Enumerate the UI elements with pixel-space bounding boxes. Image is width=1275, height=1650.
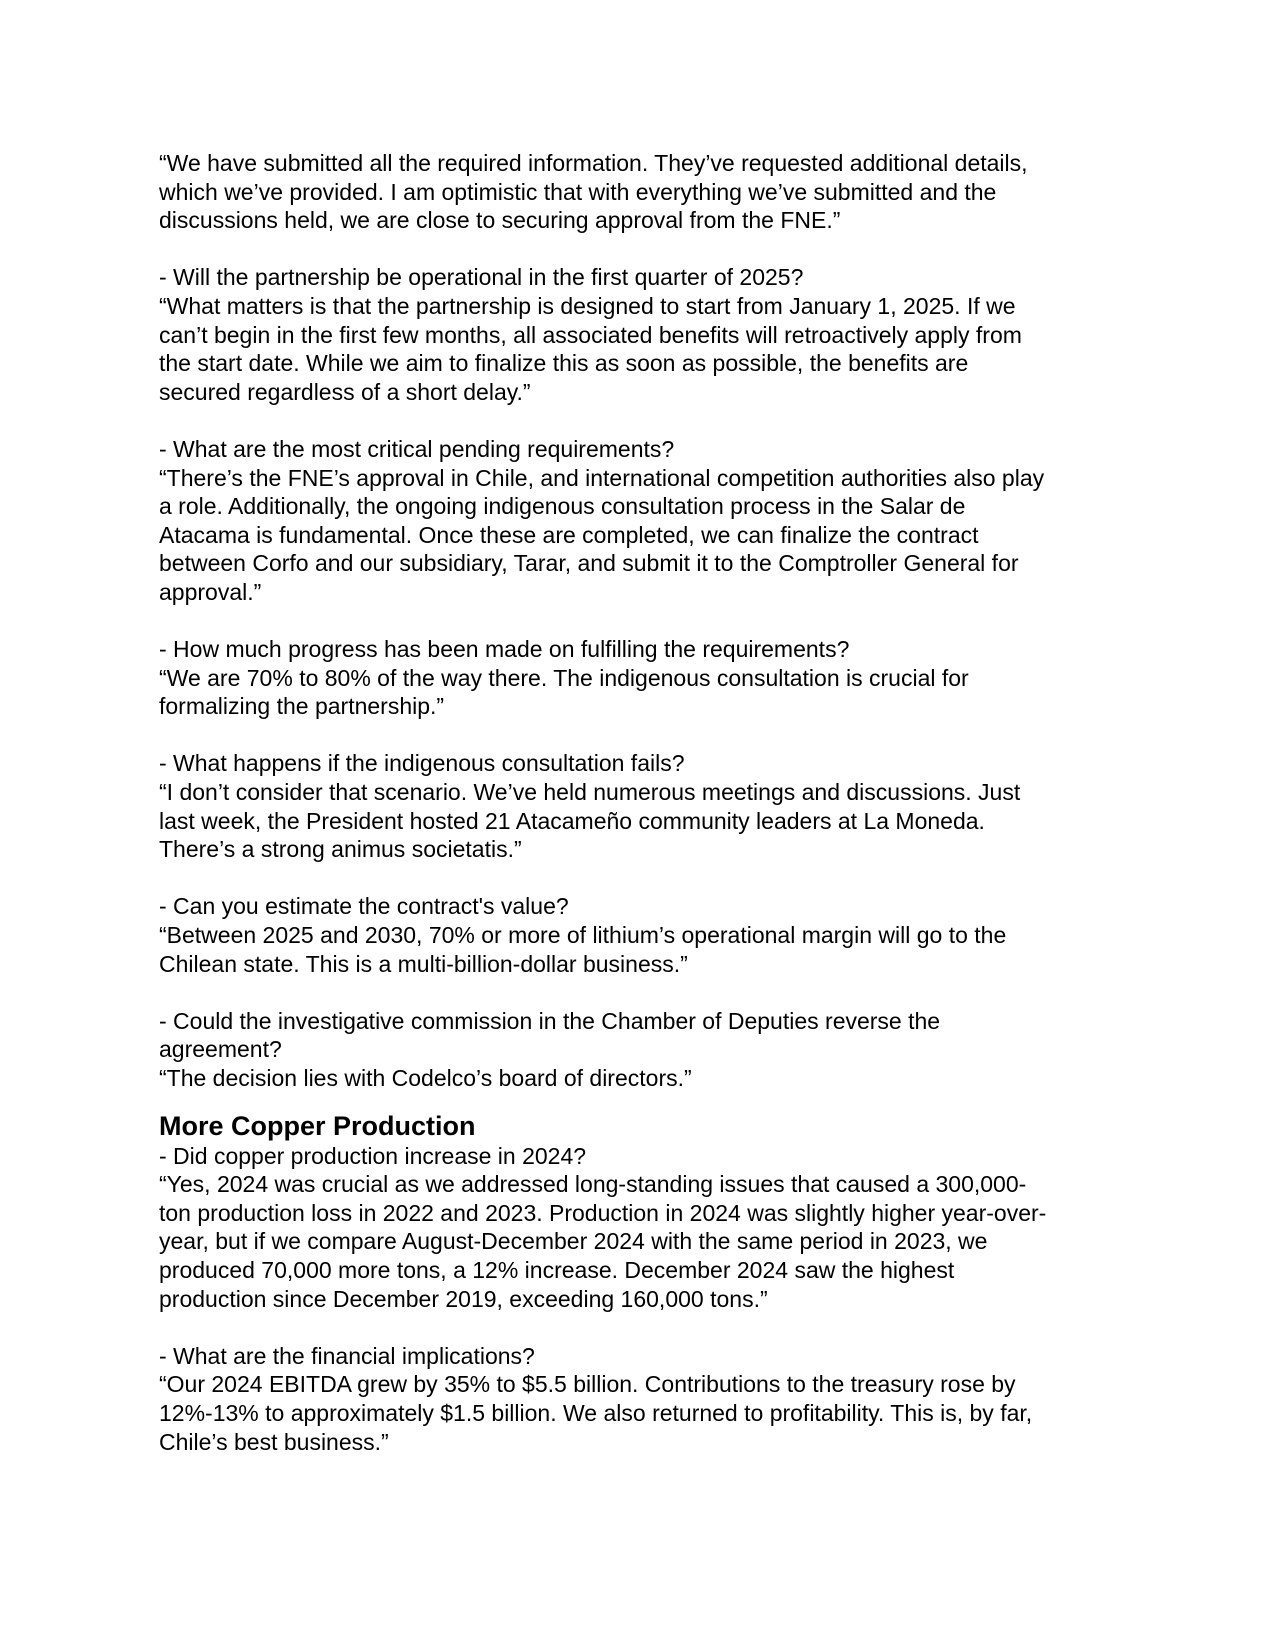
question-text: - How much progress has been made on fulfilling the requirements? xyxy=(159,636,850,663)
section-heading: More Copper Production xyxy=(159,1110,476,1141)
answer-text: “We are 70% to 80% of the way there. The indigenous consultation is crucial for formalizing the partnership.” xyxy=(159,664,969,720)
question-text: - Will the partnership be operational in the first quarter of 2025? xyxy=(159,264,804,291)
document-page xyxy=(159,149,1119,1485)
answer-text: “There’s the FNE’s approval in Chile, and international competition authorities also play a role. Additionally, the ongoing indigenous consultation process in the Salar de Atacama is fundamental. Once these are completed, we can finalize the contract between Corfo and our subsidiary, Tarar, and submit it to the Comptroller General for approval.” xyxy=(159,464,1045,605)
qa-block-financial-implications xyxy=(159,1342,1119,1456)
question-text: - What are the financial implications? xyxy=(159,1342,535,1369)
qa-block-copper-production xyxy=(159,1142,1119,1314)
qa-block-progress xyxy=(159,635,1119,721)
question-text: - Can you estimate the contract's value? xyxy=(159,893,569,920)
qa-block-pending-requirements xyxy=(159,435,1119,607)
answer-text: “We have submitted all the required information. They’ve requested additional details, which we’ve provided. I am optimistic that with everything we’ve submitted and the discussions held, we are close to securing approval from the FNE.” xyxy=(159,150,1028,234)
question-text: - Did copper production increase in 2024? xyxy=(159,1142,587,1169)
question-text: - What are the most critical pending requirements? xyxy=(159,435,675,462)
qa-block-contract-value xyxy=(159,892,1119,978)
answer-text: “The decision lies with Codelco’s board of directors.” xyxy=(159,1065,692,1091)
answer-text: “Between 2025 and 2030, 70% or more of lithium’s operational margin will go to the Chilean state. This is a multi-billion-dollar business.” xyxy=(159,922,1007,977)
qa-block-operational-date xyxy=(159,263,1119,406)
intro-quote-block xyxy=(159,149,1119,235)
answer-text: “What matters is that the partnership is designed to start from January 1, 2025. If we can’t begin in the first few months, all associated benefits will retroactively apply from the start date. While we aim to finalize this as soon as possible, the benefits are secured regardless of a short delay.” xyxy=(159,292,1022,405)
answer-text: “Our 2024 EBITDA grew by 35% to $5.5 billion. Contributions to the treasury rose by 12%-13% to approximately $1.5 billion. We also returned to profitability. This is, by far, Chile’s best business.” xyxy=(159,1371,1033,1455)
answer-text: “I don’t consider that scenario. We’ve held numerous meetings and discussions. Just last week, the President hosted 21 Atacameño community leaders at La Moneda. There’s a strong animus societatis.” xyxy=(159,779,1021,863)
question-text: - What happens if the indigenous consultation fails? xyxy=(159,750,685,777)
qa-block-commission xyxy=(159,1007,1119,1093)
answer-text: “Yes, 2024 was crucial as we addressed long-standing issues that caused a 300,000- ton production loss in 2022 and 2023. Production in 2024 was slightly higher year-over- year, but if we compare August-December 2024 with the same period in 2023, we produced 70,000 more tons, a 12% increase. December 2024 saw the highest production since December 2019, exceeding 160,000 tons.” xyxy=(159,1171,1047,1312)
question-text: - Could the investigative commission in the Chamber of Deputies reverse the agreement? xyxy=(159,1007,941,1063)
qa-block-consultation-fails xyxy=(159,749,1119,863)
